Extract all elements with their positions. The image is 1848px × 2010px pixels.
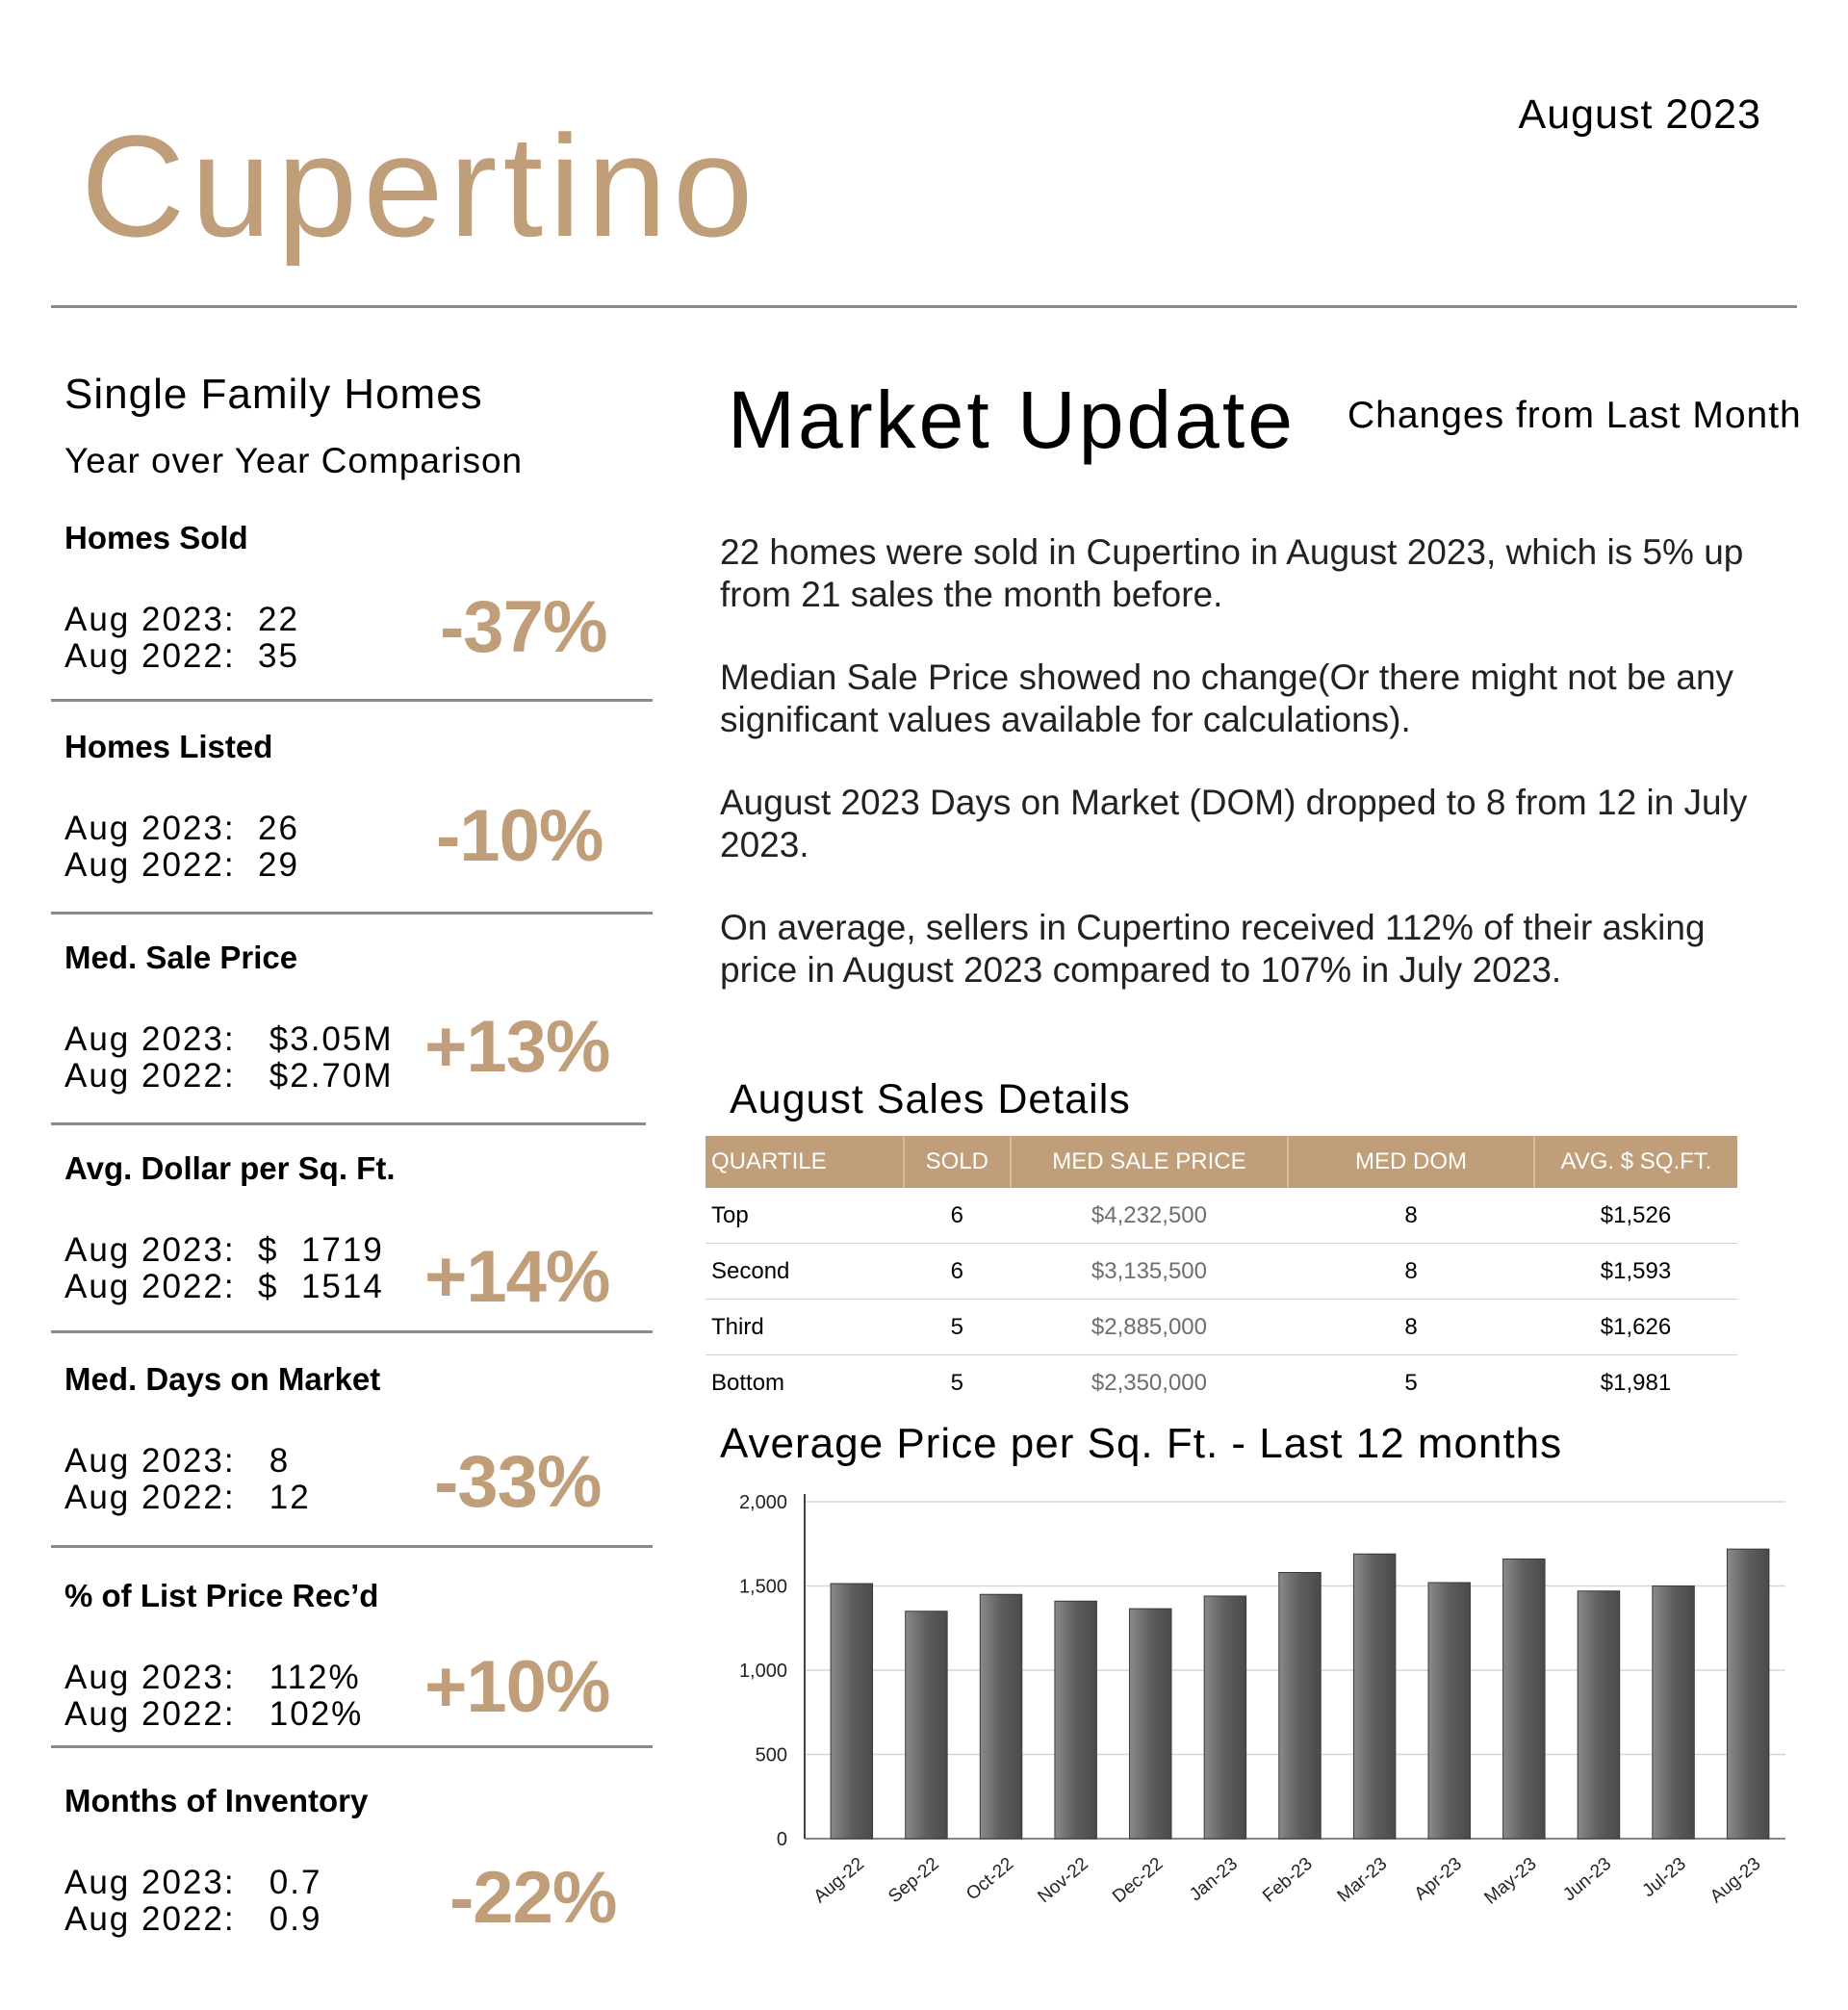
metric-previous-year: Aug 2022: $2.70M: [64, 1057, 394, 1095]
section-title: Single Family Homes: [64, 371, 483, 418]
cell-sold: 5: [904, 1300, 1011, 1355]
cell-avg-sqft: $1,981: [1600, 1369, 1672, 1396]
bar: [831, 1584, 872, 1839]
paragraph-list-price: On average, sellers in Cupertino received 112% of their asking price in August 2023 compared to 107% in July 2023.: [720, 908, 1706, 990]
metric-change: +10%: [424, 1646, 610, 1728]
metric-previous-year: Aug 2022: 0.9: [64, 1900, 322, 1938]
x-tick-label: Aug-22: [809, 1853, 869, 1908]
metric-current-year: Aug 2023: $ 1719: [64, 1231, 384, 1269]
cell-med-sale-price: $4,232,500: [1011, 1188, 1288, 1244]
sales-details-table: [706, 1136, 1737, 1410]
avg-price-per-sqft-chart: [712, 1473, 1790, 1935]
column-header-med-dom: MED DOM: [1288, 1136, 1534, 1188]
y-tick-label: 1,500: [738, 1576, 787, 1598]
bar: [1055, 1601, 1096, 1839]
bar: [1130, 1609, 1171, 1839]
chart-title: Average Price per Sq. Ft. - Last 12 months: [720, 1420, 1563, 1467]
column-header-med-sale-price: MED SALE PRICE: [1011, 1136, 1288, 1188]
bar: [1727, 1549, 1768, 1839]
cell-med-dom: 8: [1288, 1300, 1534, 1355]
table-row: [706, 1355, 1737, 1411]
x-tick-label: Jan-23: [1186, 1853, 1243, 1906]
cell-avg-sqft: $1,593: [1534, 1244, 1737, 1300]
x-tick-label: Nov-22: [1034, 1853, 1092, 1908]
paragraph-homes-sold: 22 homes were sold in Cupertino in August 2023, which is 5% up from 21 sales the month before.: [720, 532, 1744, 614]
cell-med-sale-price: $3,135,500: [1011, 1244, 1288, 1300]
metric-current-year: Aug 2023: 8: [64, 1442, 291, 1480]
metric-current-year: Aug 2023: 112%: [64, 1659, 361, 1696]
bar: [1353, 1554, 1395, 1839]
bar: [1279, 1573, 1321, 1840]
metric-current-year: Aug 2023: 26: [64, 810, 299, 847]
metric-change: -33%: [434, 1441, 602, 1523]
metric-label: Homes Listed: [64, 729, 273, 764]
bar: [980, 1594, 1021, 1839]
x-tick-label: Jul-23: [1638, 1853, 1690, 1902]
metric-previous-year: Aug 2022: 102%: [64, 1695, 364, 1733]
metric-divider: [51, 1745, 653, 1748]
bar: [1428, 1583, 1470, 1839]
cell-sold: 6: [904, 1244, 1011, 1300]
metric-divider: [51, 1545, 653, 1548]
sales-details-title: August Sales Details: [730, 1076, 1131, 1122]
metric-label: Avg. Dollar per Sq. Ft.: [64, 1150, 396, 1186]
table-row: [706, 1244, 1737, 1300]
cell-quartile: Second: [706, 1244, 904, 1300]
metric-label: Med. Days on Market: [64, 1361, 381, 1397]
metric-divider: [51, 1122, 646, 1125]
metric-label: % of List Price Rec’d: [64, 1578, 379, 1613]
cell-quartile: Top: [706, 1188, 904, 1244]
x-tick-label: Apr-23: [1410, 1853, 1466, 1905]
bar: [1578, 1591, 1619, 1839]
x-tick-label: Aug-23: [1706, 1853, 1765, 1908]
metric-current-year: Aug 2023: 22: [64, 601, 299, 638]
bar: [1204, 1596, 1245, 1839]
x-tick-label: Dec-22: [1109, 1853, 1168, 1908]
column-header-sold: SOLD: [904, 1136, 1011, 1188]
table-header-row: [706, 1136, 1737, 1188]
header-divider: [51, 305, 1797, 308]
metric-change: +14%: [424, 1236, 610, 1318]
metric-previous-year: Aug 2022: 35: [64, 637, 299, 675]
cell-med-sale-price: $2,885,000: [1011, 1300, 1288, 1355]
report-date: August 2023: [1518, 91, 1761, 138]
cell-avg-sqft: $1,526: [1534, 1188, 1737, 1244]
table-row: [706, 1188, 1737, 1244]
market-update-title: Market Update: [728, 374, 1296, 465]
changes-label: Changes from Last Month: [1348, 395, 1802, 436]
table-row: [706, 1300, 1737, 1355]
cell-quartile: Third: [706, 1300, 904, 1355]
x-tick-label: Jun-23: [1559, 1853, 1616, 1906]
section-subtitle: Year over Year Comparison: [64, 441, 524, 480]
metric-change: +13%: [424, 1006, 610, 1088]
cell-med-sale-price: $2,350,000: [1091, 1369, 1207, 1396]
metric-divider: [51, 1330, 653, 1333]
x-tick-label: Sep-22: [885, 1853, 943, 1908]
column-header-avg-sqft: AVG. $ SQ.FT.: [1534, 1136, 1737, 1188]
cell-avg-sqft: $1,626: [1534, 1300, 1737, 1355]
metric-divider: [51, 912, 653, 915]
x-tick-label: Feb-23: [1259, 1853, 1317, 1907]
y-tick-label: 500: [755, 1744, 787, 1766]
metric-divider: [51, 699, 653, 702]
x-tick-label: Mar-23: [1333, 1853, 1392, 1907]
bar: [906, 1611, 947, 1839]
y-tick-label: 0: [776, 1829, 787, 1850]
cell-sold: 5: [950, 1369, 963, 1396]
metric-change: -37%: [440, 586, 607, 668]
metric-change: -22%: [449, 1857, 617, 1939]
paragraph-median-price: Median Sale Price showed no change(Or there might not be any significant values available for calculations).: [720, 657, 1734, 739]
paragraph-days-on-market: August 2023 Days on Market (DOM) dropped to 8 from 12 in July 2023.: [720, 783, 1748, 864]
bar: [1503, 1559, 1545, 1840]
metric-current-year: Aug 2023: 0.7: [64, 1864, 322, 1901]
bar: [1653, 1586, 1694, 1840]
column-header-quartile: QUARTILE: [706, 1136, 904, 1188]
cell-quartile: Bottom: [711, 1369, 785, 1396]
cell-med-dom: 8: [1288, 1244, 1534, 1300]
metric-change: -10%: [436, 795, 603, 877]
x-tick-label: Oct-22: [962, 1853, 1018, 1905]
cell-med-dom: 5: [1404, 1369, 1418, 1396]
metric-current-year: Aug 2023: $3.05M: [64, 1020, 394, 1058]
metric-label: Med. Sale Price: [64, 940, 298, 975]
y-tick-label: 2,000: [738, 1492, 787, 1513]
cell-sold: 6: [904, 1188, 1011, 1244]
x-tick-label: May-23: [1480, 1853, 1541, 1909]
y-tick-label: 1,000: [738, 1661, 787, 1682]
metric-previous-year: Aug 2022: 12: [64, 1479, 311, 1516]
metric-previous-year: Aug 2022: $ 1514: [64, 1268, 384, 1305]
cell-med-dom: 8: [1288, 1188, 1534, 1244]
city-title: Cupertino: [81, 105, 759, 267]
metric-label: Months of Inventory: [64, 1783, 369, 1818]
metric-previous-year: Aug 2022: 29: [64, 846, 299, 884]
metric-label: Homes Sold: [64, 520, 248, 555]
